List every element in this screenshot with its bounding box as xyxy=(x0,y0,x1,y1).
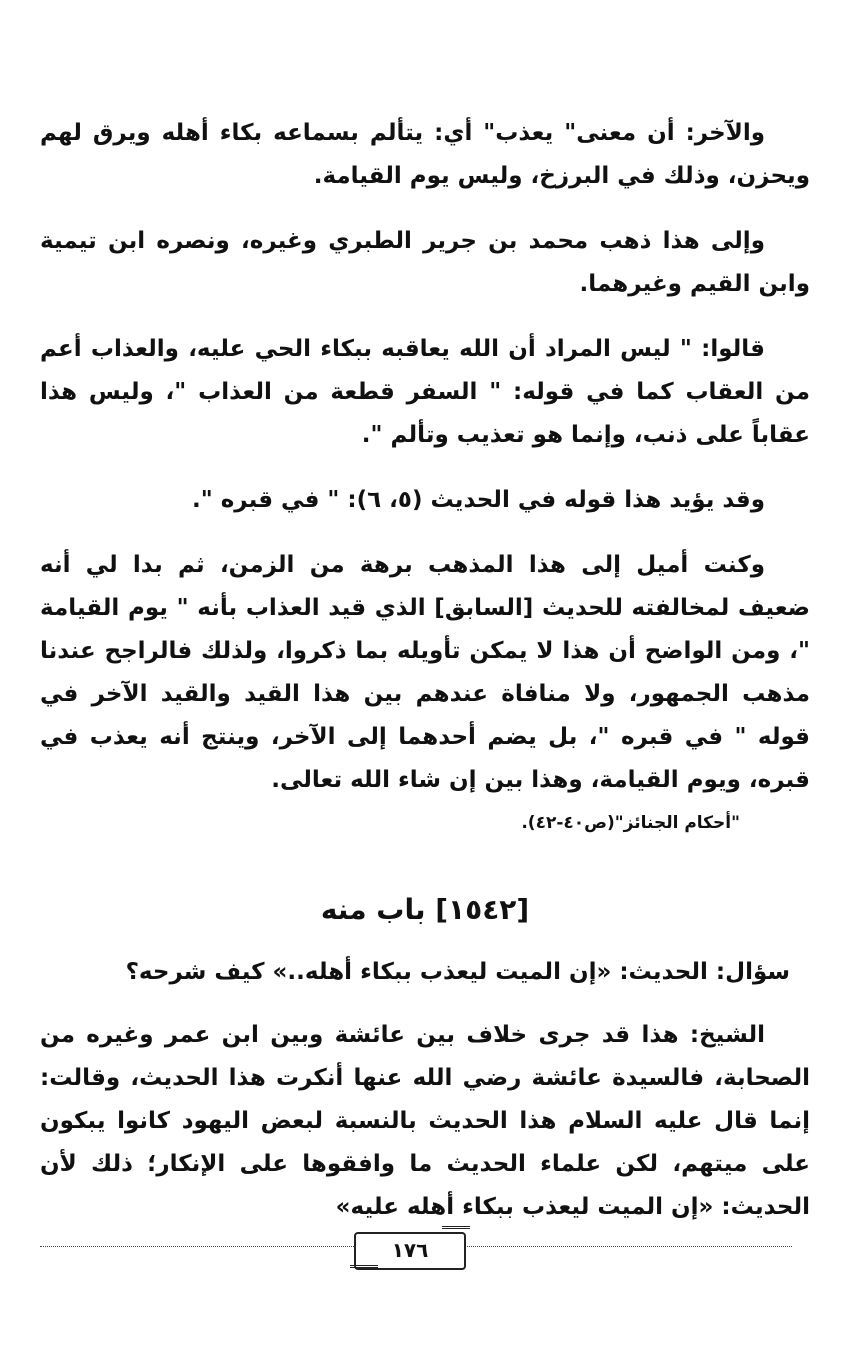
question-text: سؤال: الحديث: «إن الميت ليعذب ببكاء أهله..» كيف شرحه؟ xyxy=(125,959,790,985)
answer-paragraph xyxy=(40,1014,810,1229)
page-footer xyxy=(40,1232,792,1272)
section-heading: [١٥٤٢] باب منه xyxy=(320,893,530,926)
page-number-frame xyxy=(354,1232,466,1270)
paragraph-they-said: قالوا: " ليس المراد أن الله يعاقبه ببكاء الحي عليه، والعذاب أعم من العقاب كما في قوله: " السفر قطعة من العذاب "، وليس هذا عقاباً على ذنب، وإنما هو تعذيب وتألم ". xyxy=(40,336,810,448)
paragraph-author-view: وكنت أميل إلى هذا المذهب برهة من الزمن، ثم بدا لي أنه ضعيف لمخالفته للحديث [السابق] الذي قيد العذاب بأنه " يوم القيامة "، ومن الواضح أن هذا لا يمكن تأويله بما ذكروا، ولذلك فالراجح عندنا مذهب الجمهور، ولا منافاة عندهم بين هذا القيد والقيد الآخر في قوله " في قبره "، بل يضم أحدهما إلى الآخر، وينتج أنه يعذب في قبره، ويوم القيامة، وهذا بين إن شاء الله تعالى. xyxy=(40,552,810,793)
page-number: ١٧٦ xyxy=(391,1238,429,1262)
paragraph-scholars-opinion: وإلى هذا ذهب محمد بن جرير الطبري وغيره، ونصره ابن تيمية وابن القيم وغيرهما. xyxy=(40,228,810,297)
answer-lead: الشيخ: xyxy=(689,1022,765,1048)
paragraph-punishment-meaning: والآخر: أن معنى" يعذب" أي: يتألم بسماعه بكاء أهله ويرق لهم ويحزن، وذلك في البرزخ، وليس يوم القيامة. xyxy=(40,120,810,189)
ornament-icon xyxy=(350,1265,378,1278)
ornament-icon xyxy=(442,1226,470,1239)
source-citation: "أحكام الجنائز"(ص٤٠-٤٢). xyxy=(521,813,740,833)
book-page xyxy=(40,112,810,1251)
answer-text: هذا قد جرى خلاف بين عائشة وبين ابن عمر وغيره من الصحابة، فالسيدة عائشة رضي الله عنها أنكرت هذا الحديث، وقالت: إنما قال عليه السلام هذا الحديث بالنسبة لبعض اليهود كانوا يبكون على ميتهم، لكن علماء الحديث ما وافقوها على الإنكار؛ ذلك لأن الحديث: «إن الميت ليعذب ببكاء أهله عليه» xyxy=(40,1022,810,1220)
paragraph-hadith-support: وقد يؤيد هذا قوله في الحديث (٥، ٦): " في قبره ". xyxy=(191,487,765,513)
